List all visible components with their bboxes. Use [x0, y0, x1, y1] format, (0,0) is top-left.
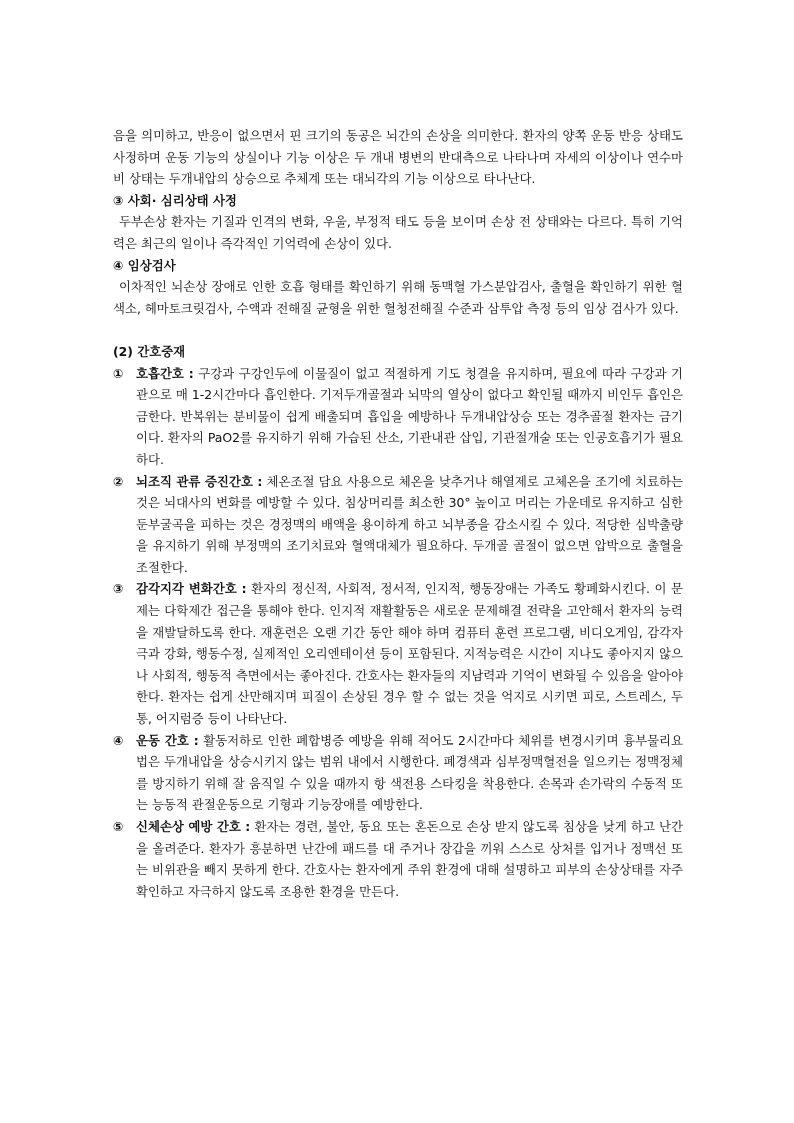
- item-number: ⑤: [113, 819, 124, 834]
- nursing-item-motor: [113, 730, 683, 816]
- nursing-item-sensory: [113, 578, 683, 729]
- nursing-item-injury-prevention: [113, 816, 683, 902]
- item-text: 활동저하로 인한 폐합병증 예방을 위해 적어도 2시간마다 체위를 변경시키며 흉부물리요법은 두개내압을 상승시키지 않는 범위 내에서 시행한다. 폐경색과 심부정맥혈전을 일으키는 정맥정체를 방지하기 위해 잘 움직일 수 있을 때까지 항 색전용 스타킹을 착용한다. 손목과 손가락의 수동적 또는 능동적 관절운동으로 기형과 기능장애를 예방한다.: [136, 732, 683, 813]
- item-label: 신체손상 예방 간호 :: [136, 819, 251, 834]
- document-body: [113, 125, 683, 902]
- item-number: ③: [113, 581, 124, 597]
- item-label: 감각지각 변화간호 :: [136, 581, 247, 597]
- nursing-intervention-title: (2) 간호중재: [113, 343, 186, 359]
- item-label: 뇌조직 관류 증진간호 :: [136, 473, 263, 489]
- item-label: 호흡간호 :: [136, 365, 194, 381]
- section-heading-social-psych: ③ 사회· 심리상태 사정: [113, 192, 237, 208]
- nursing-item-perfusion: [113, 471, 683, 579]
- item-text: 구강과 구강인두에 이물질이 없고 적절하게 기도 청결을 유지하며, 필요에 따라 구강과 기관으로 매 1-2시간마다 흡인한다. 기저두개골절과 뇌막의 열상이 없다고 확인될 때까지 비인두 흡인은 금한다. 반복위는 분비물이 쉽게 배출되며 흡입을 예방하나 두개내압상승 또는 경추골절 환자는 금기이다. 환자의 PaO2를 유지하기 위해 가습된 산소, 기관내관 삽입, 기관절개술 또는 인공호흡기가 필요하다.: [136, 365, 683, 467]
- section-heading-clinical-tests: ④ 임상검사: [113, 257, 176, 273]
- section-body-clinical-tests: 이차적인 뇌손상 장애로 인한 호흡 형태를 확인하기 위해 동맥혈 가스분압검사, 출혈을 확인하기 위한 혈색소, 헤마토크릿검사, 수액과 전해질 균형을 위한 혈청전해질 수준과 삼투압 측정 등의 임상 검사가 있다.: [113, 279, 683, 316]
- continued-paragraph: 음을 의미하고, 반응이 없으면서 핀 크기의 동공은 뇌간의 손상을 의미한다. 환자의 양쪽 운동 반응 상태도 사정하며 운동 기능의 상실이나 기능 이상은 두 개내 병변의 반대측으로 나타나며 자세의 이상이나 연수마비 상태는 두개내압의 상승으로 추체계 또는 대뇌각의 기능 이상으로 타나난다.: [113, 128, 683, 187]
- item-text: 환자의 정신적, 사회적, 정서적, 인지적, 행동장애는 가족도 황폐화시킨다. 이 문제는 다학제간 접근을 통해야 한다. 인지적 재활활동은 새로운 문제해결 전략을 고안해서 환자의 능력을 재발달하도록 한다. 재훈련은 오랜 기간 동안 해야 하며 컴퓨터 훈련 프로그램, 비디오게임, 감각자극과 강화, 행동수정, 실제적인 오리엔테이션 등이 포함된다. 지적능력은 시간이 지나도 좋아지지 않으나 사회적, 행동적 측면에서는 좋아진다. 간호사는 환자들의 지남력과 기억이 변화될 수 있음을 알아야한다. 환자는 쉽게 산만해지며 피질이 손상된 경우 할 수 없는 것을 억지로 시키면 피로, 스트레스, 두통, 어지럼증 등이 나타난다.: [136, 581, 683, 727]
- item-number: ①: [113, 365, 124, 381]
- item-label: 운동 간호 :: [136, 732, 199, 748]
- item-text: 환자는 경련, 불안, 동요 또는 혼돈으로 손상 받지 않도록 침상을 낮게 하고 난간을 올려준다. 환자가 흥분하면 난간에 패드를 대 주거나 장갑을 끼워 스스로 상처를 입거나 정맥선 또는 비위관을 빼지 못하게 한다. 간호사는 환자에게 주위 환경에 대해 설명하고 피부의 손상상태를 자주 확인하고 자극하지 않도록 조용한 환경을 만든다.: [136, 819, 683, 899]
- item-number: ②: [113, 473, 124, 489]
- item-text: 체온조절 담요 사용으로 체온을 낮추거나 해열제로 고체온을 조기에 치료하는 것은 뇌대사의 변화를 예방할 수 있다. 침상머리를 최소한 30° 높이고 머리는 가운데로 유지하고 심한 둔부굴곡을 피하는 것은 경정맥의 배액을 용이하게 하고 뇌부종을 감소시킬 수 있다. 적당한 심박출량을 유지하기 위해 부정맥의 조기치료와 혈액대체가 필요하다. 두개골 골절이 없으면 압박으로 출혈을 조절한다.: [136, 473, 684, 575]
- spacer: [113, 319, 683, 341]
- section-body-social-psych: 두부손상 환자는 기질과 인격의 변화, 우울, 부정적 태도 등을 보이며 손상 전 상태와는 다르다. 특히 기억력은 최근의 일이나 즉각적인 기억력에 손상이 있다.: [113, 214, 683, 251]
- nursing-item-respiratory: [113, 363, 683, 471]
- item-number: ④: [113, 732, 124, 748]
